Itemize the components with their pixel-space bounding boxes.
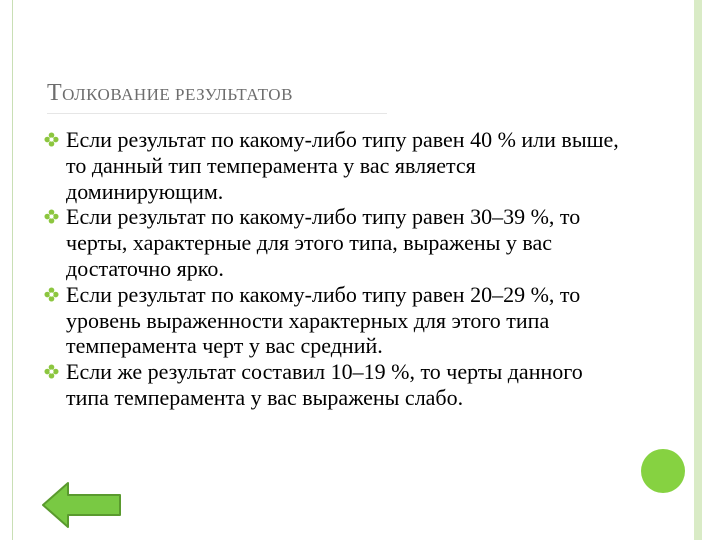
list-item [44,127,629,204]
gear-flower-icon [44,364,59,379]
green-circle-decoration [641,449,685,493]
slide-border-stripe [694,0,702,540]
list-item [44,204,629,281]
bullet-text: Если результат по какому-либо типу равен 30–39 %, то черты, характерные для этого типа, выражены у вас достаточно ярко. [66,204,581,281]
slide-title-initial: Т [47,80,63,106]
list-item [44,282,629,359]
gear-flower-icon [44,209,59,224]
title-divider [47,113,387,114]
gear-flower-icon [44,287,59,302]
back-arrow-icon[interactable] [40,480,124,530]
gear-flower-icon [44,132,59,147]
slide-title-rest: ОЛКОВАНИЕ РЕЗУЛЬТАТОВ [62,85,293,104]
bullet-list [44,127,629,411]
bullet-text: Если же результат составил 10–19 %, то черты данного типа темперамента у вас выражены слабо. [66,359,583,410]
bullet-text: Если результат по какому-либо типу равен 20–29 %, то уровень выраженности характерных для этого типа темперамента черт у вас средний. [66,281,581,359]
bullet-text: Если результат по какому-либо типу равен 40 % или выше, то данный тип темперамента у вас является доминирующим. [66,127,619,204]
slide-title [47,80,293,107]
list-item [44,359,629,411]
